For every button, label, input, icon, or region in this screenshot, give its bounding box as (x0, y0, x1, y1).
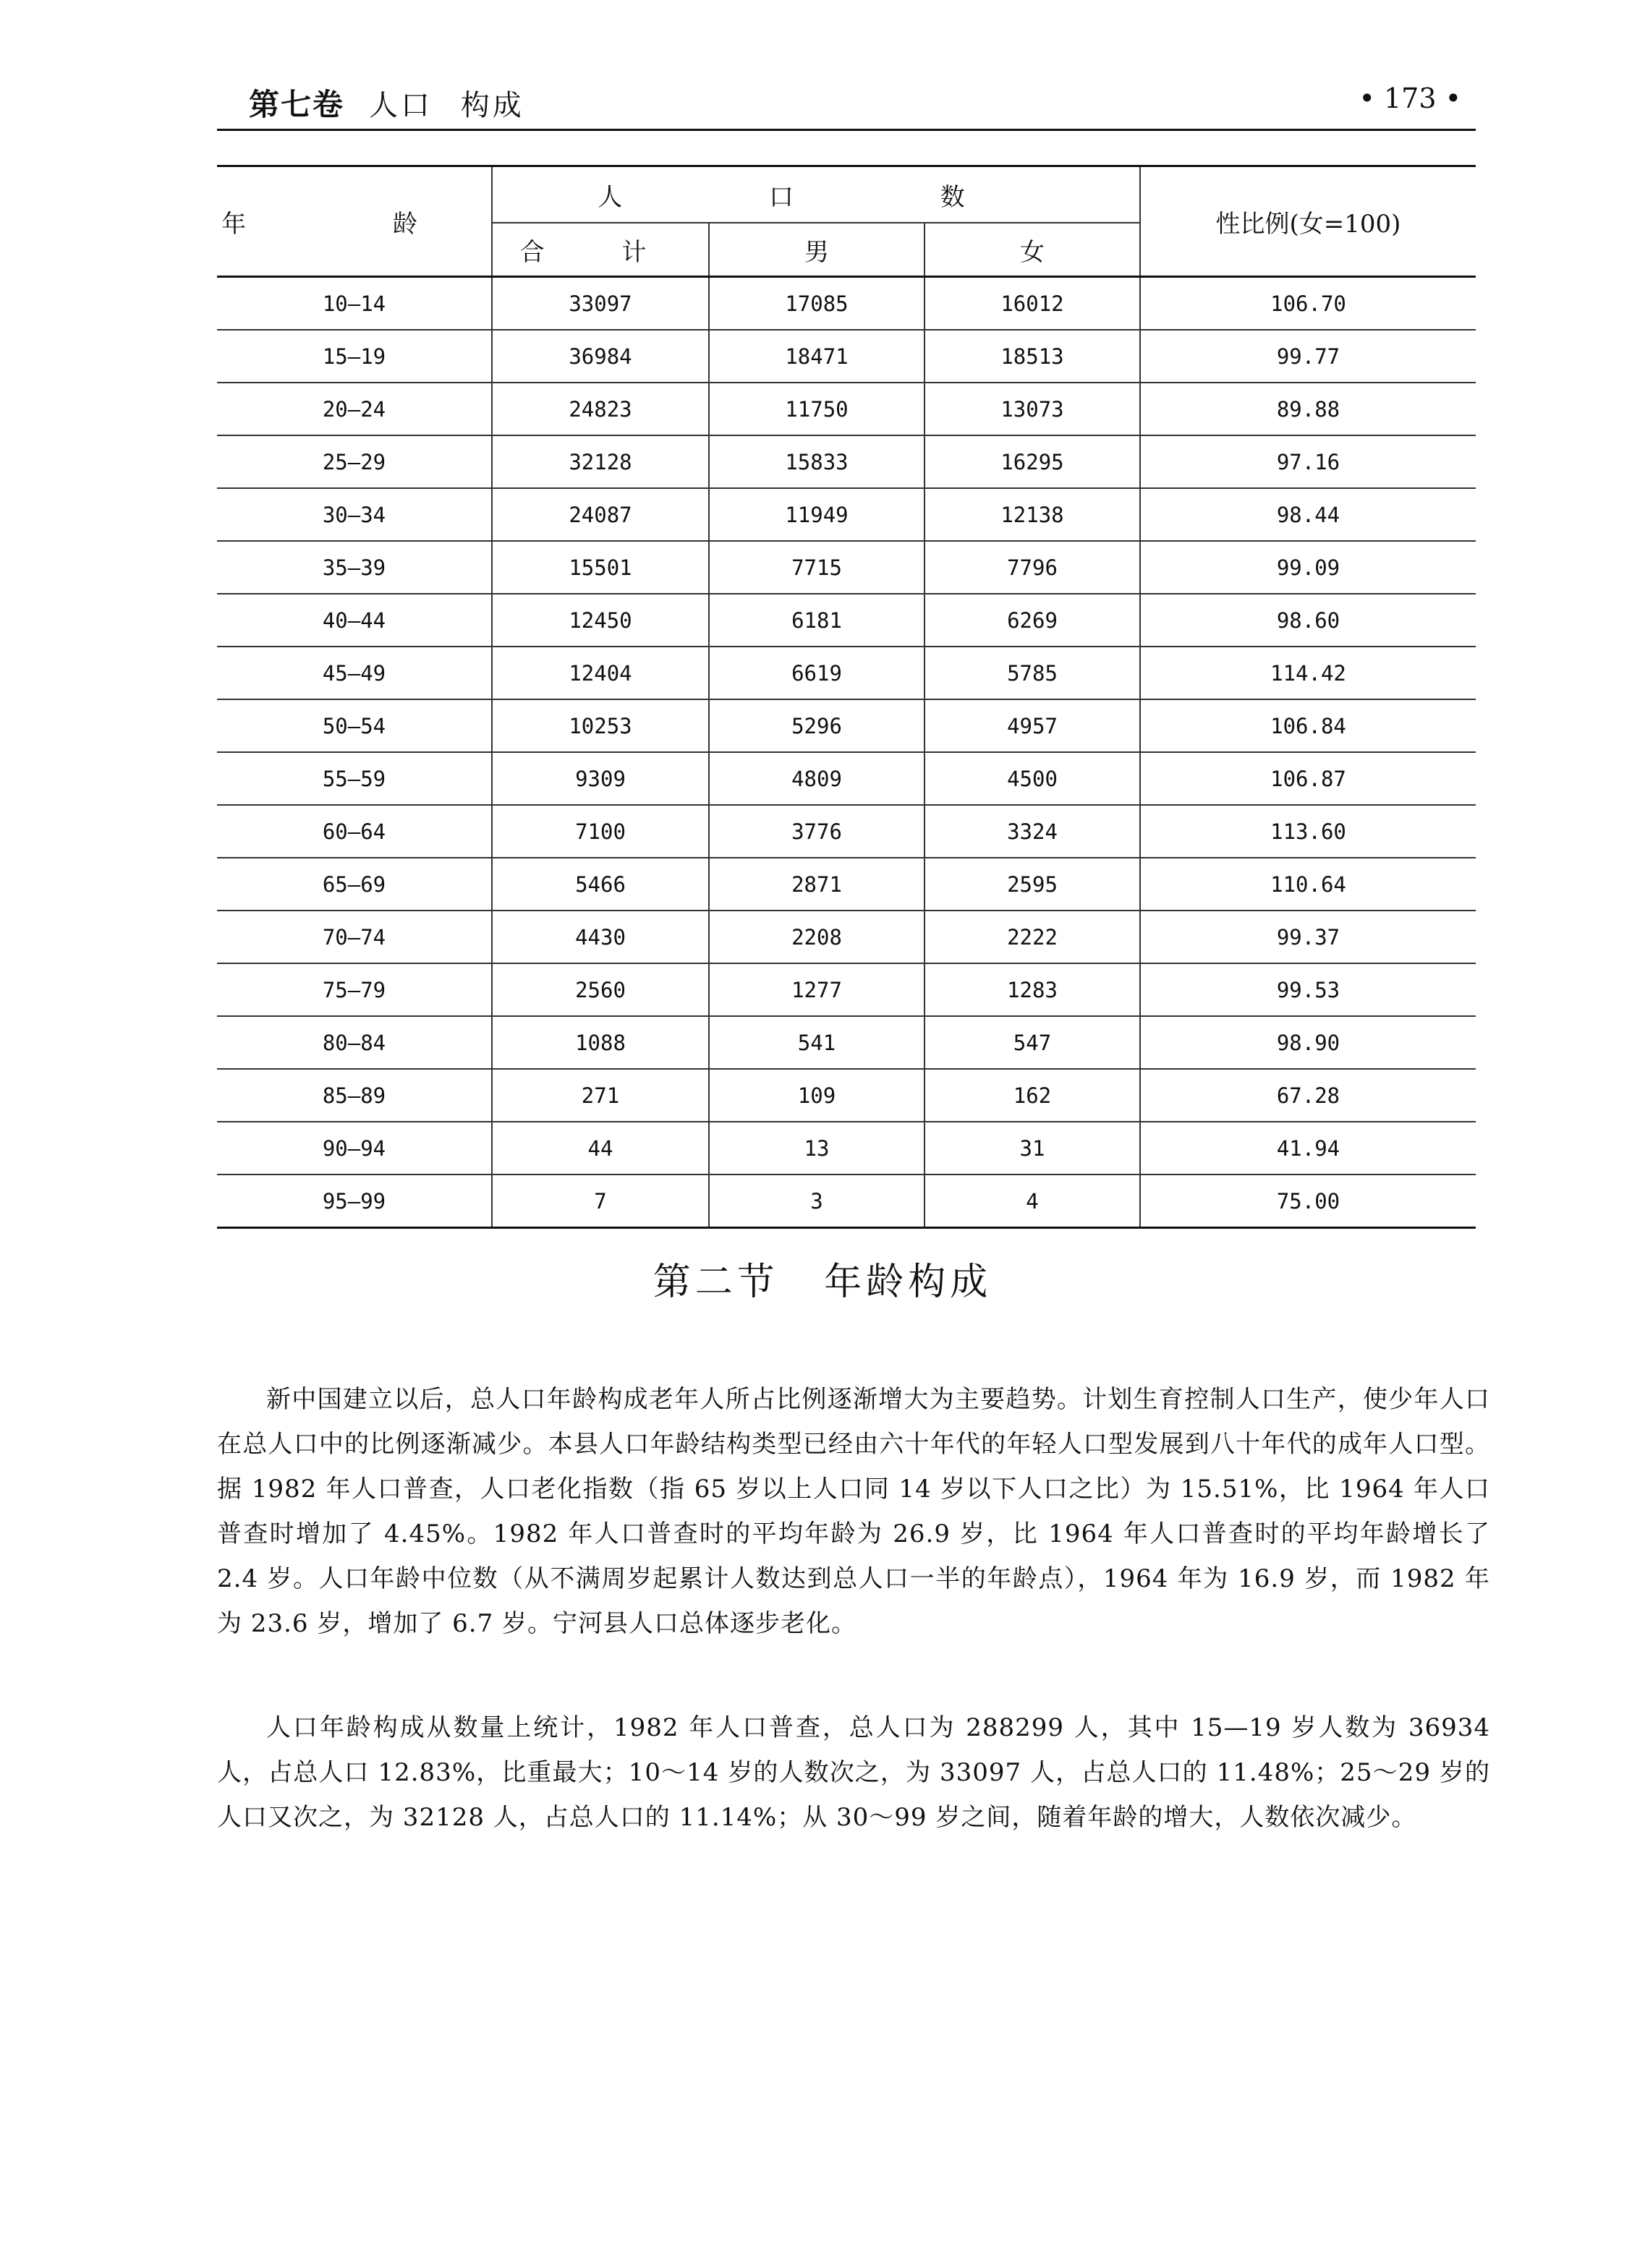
female-cell: 2222 (924, 911, 1140, 963)
male-cell: 7715 (709, 541, 924, 594)
age-cell: 15—19 (217, 330, 492, 383)
female-cell: 16012 (924, 277, 1140, 331)
female-cell: 5785 (924, 647, 1140, 699)
total-cell: 44 (492, 1122, 709, 1174)
age-cell: 10—14 (217, 277, 492, 331)
male-cell: 109 (709, 1069, 924, 1122)
sex-ratio-cell: 89.88 (1140, 383, 1476, 435)
male-cell: 11750 (709, 383, 924, 435)
male-cell: 18471 (709, 330, 924, 383)
female-cell: 31 (924, 1122, 1140, 1174)
sex-ratio-cell: 113.60 (1140, 805, 1476, 858)
table-row (217, 647, 1476, 699)
table-row (217, 1174, 1476, 1228)
sex-ratio-cell: 98.60 (1140, 594, 1476, 647)
female-cell: 4500 (924, 752, 1140, 805)
table-row (217, 488, 1476, 541)
male-cell: 6619 (709, 647, 924, 699)
age-cell: 30—34 (217, 488, 492, 541)
header-female: 女 (924, 223, 1140, 277)
total-cell: 12450 (492, 594, 709, 647)
paragraph-1: 新中国建立以后，总人口年龄构成老年人所占比例逐渐增大为主要趋势。计划生育控制人口生产，使少年人口在总人口中的比例逐渐减少。本县人口年龄结构类型已经由六十年代的年轻人口型发展到八十年代的成年人口型。据 1982 年人口普查，人口老化指数（指 65 岁以上人口同 14 岁以下人口之比）为 15.51%，比 1964 年人口普查时增加了 4.45%。1982 年人口普查时的平均年龄为 26.9 岁，比 1964 年人口普查时的平均年龄增长了 2.4 岁。人口年龄中位数（从不满周岁起累计人数达到总人口一半的年龄点），1964 年为 16.9 岁，而 1982 年为 23.6 岁，增加了 6.7 岁。宁河县人口总体逐步老化。 (217, 1385, 1490, 1638)
age-cell: 45—49 (217, 647, 492, 699)
table-row (217, 963, 1476, 1016)
female-cell: 2595 (924, 858, 1140, 911)
total-cell: 7 (492, 1174, 709, 1228)
total-cell: 4430 (492, 911, 709, 963)
sex-ratio-cell: 97.16 (1140, 435, 1476, 488)
header-rule (217, 129, 1476, 131)
table-row (217, 277, 1476, 331)
male-cell: 15833 (709, 435, 924, 488)
sex-ratio-cell: 110.64 (1140, 858, 1476, 911)
female-cell: 18513 (924, 330, 1140, 383)
total-cell: 5466 (492, 858, 709, 911)
sex-ratio-cell: 41.94 (1140, 1122, 1476, 1174)
table-row (217, 1122, 1476, 1174)
header-total: 合 计 (492, 223, 709, 277)
table-row (217, 594, 1476, 647)
total-cell: 9309 (492, 752, 709, 805)
table-row (217, 911, 1476, 963)
age-cell: 40—44 (217, 594, 492, 647)
age-cell: 35—39 (217, 541, 492, 594)
header-male: 男 (709, 223, 924, 277)
age-cell: 95—99 (217, 1174, 492, 1228)
age-cell: 80—84 (217, 1016, 492, 1069)
age-cell: 75—79 (217, 963, 492, 1016)
age-cell: 50—54 (217, 699, 492, 752)
section-title: 第二节 年龄构成 (653, 1261, 992, 1304)
page-number: • 173 • (1359, 82, 1461, 114)
male-cell: 1277 (709, 963, 924, 1016)
total-cell: 2560 (492, 963, 709, 1016)
sex-ratio-cell: 99.77 (1140, 330, 1476, 383)
table-row (217, 435, 1476, 488)
table-row (217, 383, 1476, 435)
female-cell: 1283 (924, 963, 1140, 1016)
age-cell: 60—64 (217, 805, 492, 858)
volume-title: 第七卷 (249, 87, 345, 122)
total-cell: 10253 (492, 699, 709, 752)
volume-subtitle: 人口 构成 (369, 89, 524, 122)
page-header (217, 81, 1476, 132)
header-population-group: 人 口 数 (492, 166, 1140, 223)
header-sex-ratio: 性比例(女=100) (1140, 166, 1476, 277)
total-cell: 32128 (492, 435, 709, 488)
table-row (217, 752, 1476, 805)
male-cell: 2208 (709, 911, 924, 963)
total-cell: 33097 (492, 277, 709, 331)
table-body (217, 277, 1476, 1228)
sex-ratio-cell: 98.44 (1140, 488, 1476, 541)
table-row (217, 858, 1476, 911)
female-cell: 12138 (924, 488, 1140, 541)
male-cell: 2871 (709, 858, 924, 911)
female-cell: 3324 (924, 805, 1140, 858)
female-cell: 16295 (924, 435, 1140, 488)
female-cell: 4 (924, 1174, 1140, 1228)
sex-ratio-cell: 114.42 (1140, 647, 1476, 699)
total-cell: 271 (492, 1069, 709, 1122)
female-cell: 7796 (924, 541, 1140, 594)
sex-ratio-cell: 106.84 (1140, 699, 1476, 752)
table-row (217, 330, 1476, 383)
male-cell: 541 (709, 1016, 924, 1069)
male-cell: 5296 (709, 699, 924, 752)
total-cell: 24823 (492, 383, 709, 435)
population-table (217, 165, 1476, 1229)
male-cell: 17085 (709, 277, 924, 331)
sex-ratio-cell: 67.28 (1140, 1069, 1476, 1122)
age-cell: 85—89 (217, 1069, 492, 1122)
sex-ratio-cell: 75.00 (1140, 1174, 1476, 1228)
male-cell: 4809 (709, 752, 924, 805)
male-cell: 11949 (709, 488, 924, 541)
male-cell: 3776 (709, 805, 924, 858)
total-cell: 12404 (492, 647, 709, 699)
table-row (217, 805, 1476, 858)
female-cell: 13073 (924, 383, 1140, 435)
male-cell: 13 (709, 1122, 924, 1174)
female-cell: 547 (924, 1016, 1140, 1069)
sex-ratio-cell: 106.87 (1140, 752, 1476, 805)
total-cell: 1088 (492, 1016, 709, 1069)
age-cell: 65—69 (217, 858, 492, 911)
total-cell: 7100 (492, 805, 709, 858)
female-cell: 162 (924, 1069, 1140, 1122)
sex-ratio-cell: 99.53 (1140, 963, 1476, 1016)
female-cell: 6269 (924, 594, 1140, 647)
sex-ratio-cell: 106.70 (1140, 277, 1476, 331)
sex-ratio-cell: 99.37 (1140, 911, 1476, 963)
table-row (217, 541, 1476, 594)
age-cell: 20—24 (217, 383, 492, 435)
total-cell: 36984 (492, 330, 709, 383)
age-cell: 90—94 (217, 1122, 492, 1174)
total-cell: 24087 (492, 488, 709, 541)
female-cell: 4957 (924, 699, 1140, 752)
sex-ratio-cell: 98.90 (1140, 1016, 1476, 1069)
age-cell: 25—29 (217, 435, 492, 488)
table-row (217, 1016, 1476, 1069)
sex-ratio-cell: 99.09 (1140, 541, 1476, 594)
age-cell: 70—74 (217, 911, 492, 963)
table-row (217, 1069, 1476, 1122)
header-age: 年 龄 (221, 209, 487, 239)
male-cell: 3 (709, 1174, 924, 1228)
paragraph-2: 人口年龄构成从数量上统计，1982 年人口普查，总人口为 288299 人，其中 15—19 岁人数为 36934 人，占总人口 12.83%，比重最大；10～14 岁的人数次之，为 33097 人，占总人口的 11.48%；25～29 岁的人口又次之，为 32128 人，占总人口的 11.14%；从 30～99 岁之间，随着年龄的增大，人数依次减少。 (217, 1713, 1490, 1832)
table-row (217, 699, 1476, 752)
male-cell: 6181 (709, 594, 924, 647)
total-cell: 15501 (492, 541, 709, 594)
age-cell: 55—59 (217, 752, 492, 805)
